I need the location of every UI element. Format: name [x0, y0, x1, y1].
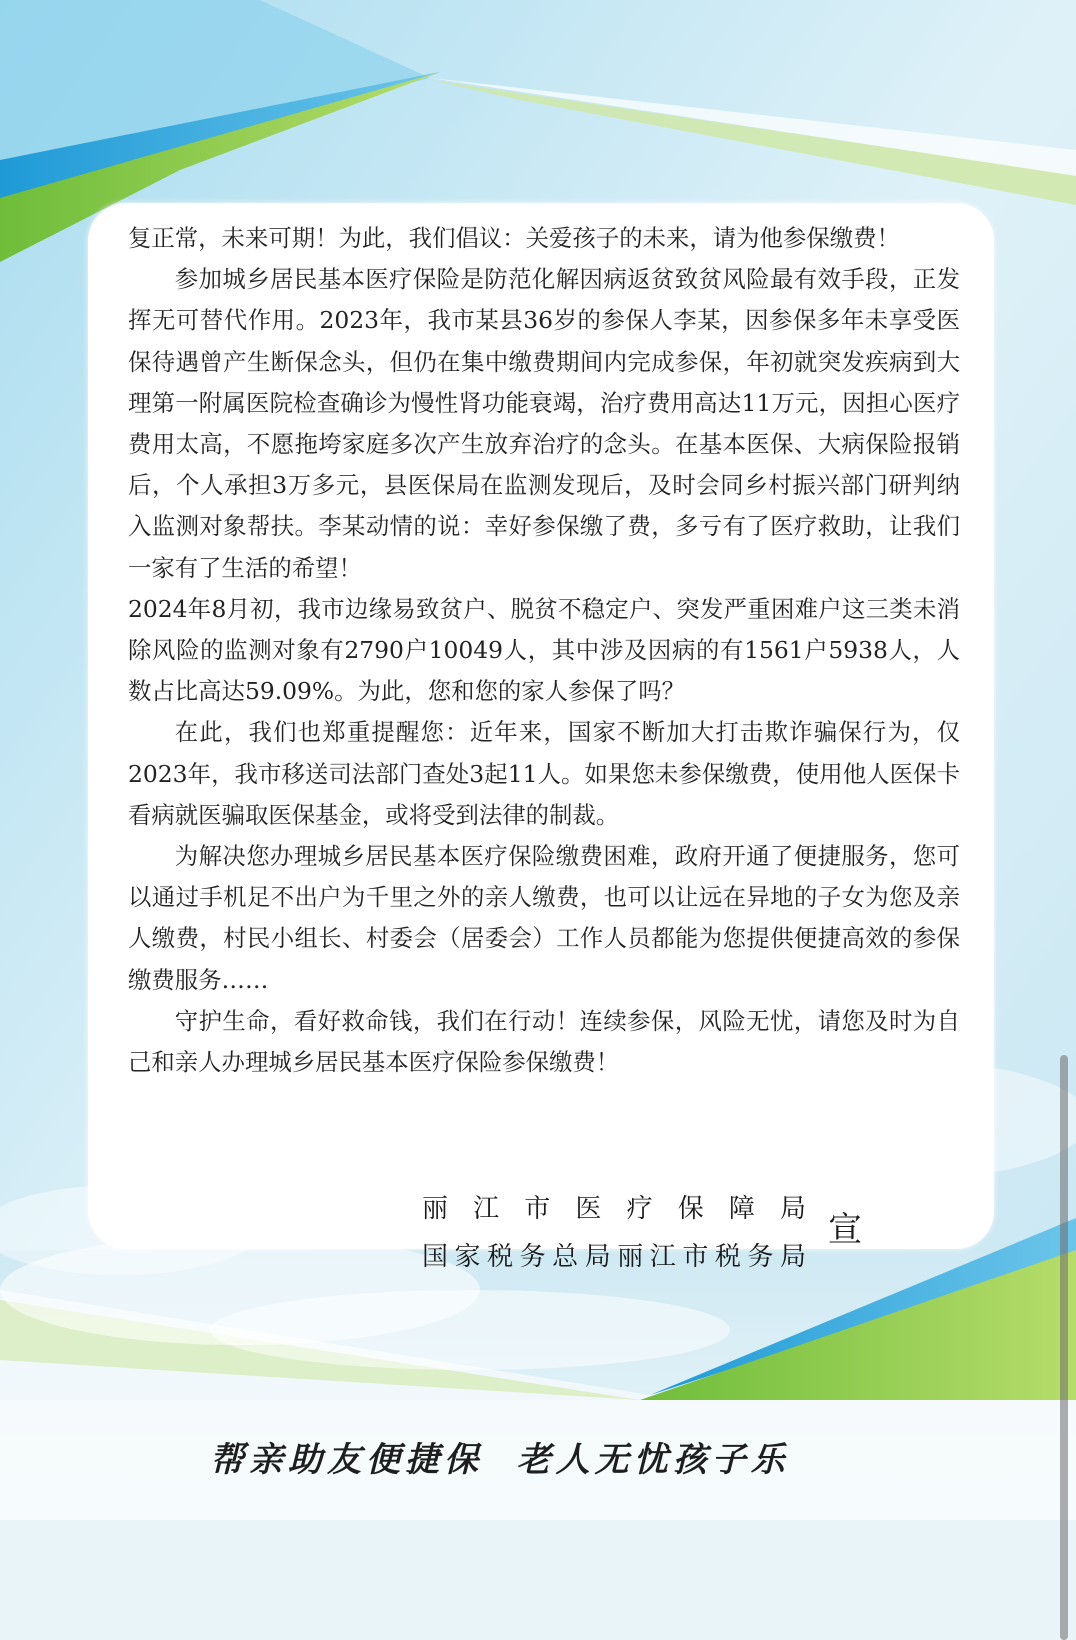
signature-org-1: 丽江市医疗保障局	[422, 1194, 806, 1224]
paragraph-2: 参加城乡居民基本医疗保险是防范化解因病返贫致贫风险最有效手段，正发挥无可替代作用。2023年，我市某县36岁的参保人李某，因参保多年未享受医保待遇曾产生断保念头，但仍在集中缴费期间内完成参保，年初就突发疾病到大理第一附属医院检查确诊为慢性肾功能衰竭，治疗费用高达11万元，因担心医疗费用太高，不愿拖垮家庭多次产生放弃治疗的念头。在基本医保、大病保险报销后，个人承担3万多元，县医保局在监测发现后，及时会同乡村振兴部门研判纳入监测对象帮扶。李某动情的说：幸好参保缴了费，多亏有了医疗救助，让我们一家有了生活的希望！	[128, 265, 960, 582]
signature-block	[422, 1185, 806, 1281]
paragraph-4: 在此，我们也郑重提醒您：近年来，国家不断加大打击欺诈骗保行为，仅2023年，我市移送司法部门查处3起11人。如果您未参保缴费，使用他人医保卡看病就医骗取医保基金，或将受到法律的制裁。	[128, 718, 960, 829]
scrollbar[interactable]	[1060, 1055, 1068, 1640]
paragraph-5: 为解决您办理城乡居民基本医疗保险缴费困难，政府开通了便捷服务，您可以通过手机足不出户为千里之外的亲人缴费，也可以让远在异地的子女为您及亲人缴费，村民小组长、村委会（居委会）工作人员都能为您提供便捷高效的参保缴费服务……	[128, 842, 960, 994]
signature-org-2: 国家税务总局丽江市税务局	[422, 1242, 806, 1272]
document-body	[128, 218, 960, 1083]
signature-mark: 宣	[828, 1210, 862, 1250]
slogan: 帮亲助友便捷保 老人无忧孩子乐	[210, 1440, 790, 1480]
paragraph-3: 2024年8月初，我市边缘易致贫户、脱贫不稳定户、突发严重困难户这三类未消除风险的监测对象有2790户10049人，其中涉及因病的有1561户5938人，人数占比高达59.09%。为此，您和您的家人参保了吗？	[128, 594, 960, 706]
paragraph-1: 复正常，未来可期！为此，我们倡议：关爱孩子的未来，请为他参保缴费！	[128, 224, 900, 252]
paragraph-6: 守护生命，看好救命钱，我们在行动！连续参保，风险无忧，请您及时为自己和亲人办理城乡居民基本医疗保险参保缴费！	[128, 1006, 960, 1077]
